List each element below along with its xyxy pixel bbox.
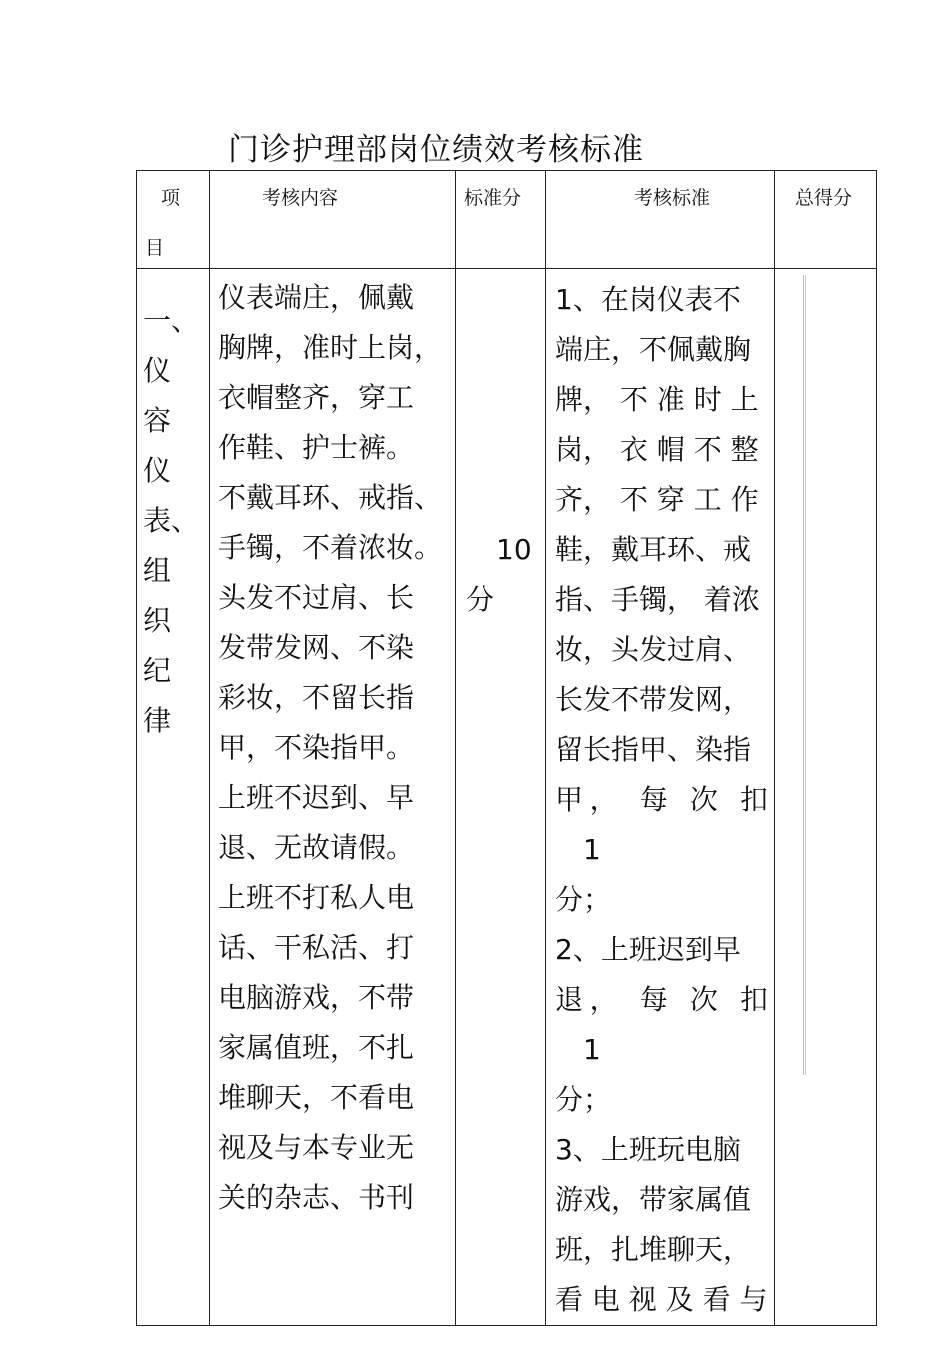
standard-line: 端庄，不佩戴胸: [555, 333, 752, 366]
content-line: 发带发网、不染: [218, 631, 415, 664]
item-label-line: 织: [143, 604, 172, 637]
standard-line: 看 电 视 及 看 与: [555, 1283, 768, 1316]
header-standard: 考核标准: [546, 171, 775, 269]
standard-line: 牌， 不 准 时 上: [555, 383, 759, 416]
header-item-line1: 项: [161, 187, 181, 209]
standard-line: 2、上班迟到早: [555, 933, 741, 966]
standard-line: 齐， 不 穿 工 作: [555, 483, 759, 516]
row-item-label: [143, 296, 200, 746]
item-label-line: 律: [143, 704, 172, 737]
row-total-cell: [775, 269, 877, 1326]
content-line: 关的杂志、书刊: [218, 1181, 415, 1214]
row-score-unit: 分: [466, 583, 495, 616]
content-line: 彩妆，不留长指: [218, 681, 415, 714]
content-line: 上班不迟到、早: [218, 781, 415, 814]
content-line: 话、干私活、打: [218, 931, 415, 964]
content-line: 甲，不染指甲。: [218, 731, 415, 764]
header-item: [137, 171, 210, 269]
row-standard-cell: [546, 269, 775, 1326]
total-inner-rule-right: [805, 275, 806, 1075]
standard-line: 鞋，戴耳环、戒: [555, 533, 752, 566]
item-label-line: 一、: [143, 304, 200, 337]
standard-line: 指、手镯， 着浓: [555, 583, 760, 616]
content-line: 电脑游戏，不带: [218, 981, 415, 1014]
assessment-table: [136, 170, 877, 1326]
content-line: 视及与本专业无: [218, 1131, 415, 1164]
standard-line: 3、上班玩电脑: [555, 1133, 741, 1166]
standard-line: 1、在岗仪表不: [555, 283, 741, 316]
row-score-cell: [456, 269, 546, 1326]
content-line: 退、无故请假。: [218, 831, 415, 864]
content-line: 堆聊天，不看电: [218, 1081, 415, 1114]
standard-line: 长发不带发网，: [555, 683, 752, 716]
standard-line: 岗， 衣 帽 不 整: [555, 433, 759, 466]
table-header-row: [137, 171, 877, 269]
item-label-line: 组: [143, 554, 172, 587]
item-label-line: 容: [143, 404, 172, 437]
standard-line: 班，扎堆聊天，: [555, 1233, 752, 1266]
standard-line: 游戏，带家属值: [555, 1183, 752, 1216]
table-row: [137, 269, 877, 1326]
item-label-line: 纪: [143, 654, 172, 687]
content-line: 仪表端庄，佩戴: [218, 281, 415, 314]
standard-line: 退， 每 次 扣 1: [555, 983, 768, 1066]
standard-line: 分；: [555, 883, 612, 916]
standard-line: 甲， 每 次 扣 1: [555, 783, 768, 866]
document-title: 门诊护理部岗位绩效考核标准: [228, 132, 644, 168]
header-score: 标准分: [456, 171, 546, 269]
item-label-line: 仪: [143, 454, 172, 487]
row-content-text: [218, 273, 451, 1223]
standard-line: 分；: [555, 1083, 612, 1116]
row-standard-text: [555, 275, 768, 1325]
content-line: 手镯，不着浓妆。: [218, 531, 443, 564]
content-line: 衣帽整齐，穿工: [218, 381, 415, 414]
header-total: 总得分: [775, 171, 877, 269]
standard-line: 留长指甲、染指: [555, 733, 752, 766]
content-line: 不戴耳环、戒指、: [218, 481, 443, 514]
row-item-cell: [137, 269, 210, 1326]
header-content: 考核内容: [210, 171, 456, 269]
item-label-line: 表、: [143, 504, 200, 537]
content-line: 上班不打私人电: [218, 881, 415, 914]
total-inner-rule: [803, 275, 804, 1075]
row-score-value: 10: [496, 533, 532, 566]
row-content-cell: [210, 269, 456, 1326]
content-line: 作鞋、护士裤。: [218, 431, 415, 464]
standard-line: 妆，头发过肩、: [555, 633, 752, 666]
header-item-line2: 目: [145, 237, 165, 259]
item-label-line: 仪: [143, 354, 172, 387]
content-line: 家属值班，不扎: [218, 1031, 415, 1064]
content-line: 头发不过肩、长: [218, 581, 415, 614]
content-line: 胸牌，准时上岗，: [218, 331, 443, 364]
